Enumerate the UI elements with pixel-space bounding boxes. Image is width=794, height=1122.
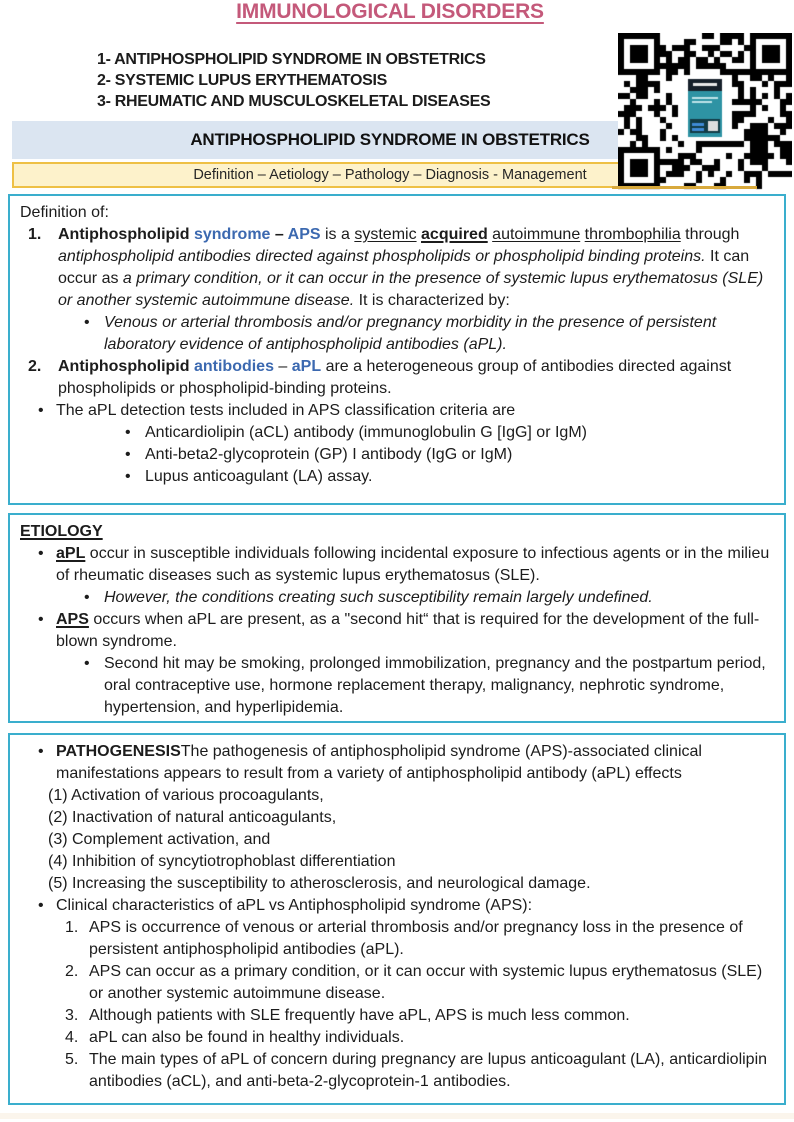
- line-text: Anticardiolipin (aCL) antibody (immunoglobulin G [IgG] or IgM): [145, 424, 587, 441]
- list-marker: 3.: [65, 1007, 79, 1024]
- list-marker: •: [38, 611, 44, 628]
- line-text: Second hit may be smoking, prolonged immobilization, pregnancy and the postpartum period, oral contraceptive use, hormone replacement therapy, malignancy, nephrotic syndrome, hypertension, and hyperlipidemia.: [104, 655, 766, 716]
- subheader-text: Definition – Aetiology – Pathology – Diagnosis - Management: [193, 167, 587, 183]
- section-header-title: ANTIPHOSPHOLIPID SYNDROME IN OBSTETRICS: [190, 130, 590, 149]
- list-marker: •: [125, 424, 131, 441]
- text-line: [20, 961, 770, 1005]
- line-text: aPL occur in susceptible individuals following incidental exposure to infectious agents or in the milieu of rheumatic diseases such as systemic lupus erythematosus (SLE).: [56, 545, 770, 584]
- list-marker: 1.: [65, 919, 79, 936]
- list-marker: 5.: [65, 1051, 79, 1068]
- line-text: PATHOGENESISThe pathogenesis of antiphospholipid syndrome (APS)-associated clinical manifestations appears to result from a variety of antiphospholipid antibody (aPL) effects: [56, 743, 702, 782]
- topic-item: [97, 91, 577, 112]
- topic-item: [97, 70, 577, 91]
- line-text: APS is occurrence of venous or arterial thrombosis and/or pregnancy loss in the presence of persistent antiphospholipid antibodies (aPL).: [89, 919, 743, 958]
- etiology-box: [8, 513, 786, 723]
- qr-code-canvas: [618, 33, 792, 190]
- pathogenesis-box: [8, 733, 786, 1105]
- text-line: [20, 422, 770, 444]
- text-line: [20, 224, 770, 312]
- list-marker: •: [84, 655, 90, 672]
- list-marker: 2.: [28, 358, 42, 375]
- text-line: [20, 785, 770, 807]
- line-text: (4) Inhibition of syncytiotrophoblast differentiation: [48, 853, 396, 870]
- text-line: [20, 543, 770, 587]
- list-marker: 2.: [65, 963, 79, 980]
- line-text: (1) Activation of various procoagulants,: [48, 787, 324, 804]
- line-text: (2) Inactivation of natural anticoagulants,: [48, 809, 337, 826]
- list-marker: •: [84, 314, 90, 331]
- definition-box: [8, 194, 786, 505]
- bottom-strip: [0, 1113, 794, 1119]
- text-line: [20, 807, 770, 829]
- line-text: (3) Complement activation, and: [48, 831, 271, 848]
- line-text: Anti-beta2-glycoprotein (GP) I antibody (IgG or IgM): [145, 446, 513, 463]
- line-text: However, the conditions creating such susceptibility remain largely undefined.: [104, 589, 653, 606]
- qr-code-icon: [618, 33, 792, 190]
- text-line: [20, 895, 770, 917]
- text-line: [20, 1005, 770, 1027]
- text-line: [20, 609, 770, 653]
- text-line: [20, 312, 770, 356]
- line-text: Antiphospholipid syndrome – APS is a systemic acquired autoimmune thrombophilia through antiphospholipid antibodies directed against phospholipids or phospholipid binding proteins. It can occur as a primary condition, or it can occur in the presence of systemic lupus erythematosus (SLE) or another systemic autoimmune disease. It is characterized by:: [58, 226, 764, 309]
- line-text: (5) Increasing the susceptibility to atherosclerosis, and neurological damage.: [48, 875, 591, 892]
- list-marker: 1.: [28, 226, 42, 243]
- text-line: [20, 466, 770, 488]
- text-line: [20, 741, 770, 785]
- list-marker: •: [38, 743, 44, 760]
- text-line: [20, 873, 770, 895]
- subheader-underline: [612, 186, 757, 189]
- text-line: [20, 653, 770, 719]
- text-line: [20, 356, 770, 400]
- text-line: [20, 202, 770, 224]
- list-marker: 4.: [65, 1029, 79, 1046]
- text-line: [20, 1027, 770, 1049]
- list-marker: •: [38, 402, 44, 419]
- line-text: Lupus anticoagulant (LA) assay.: [145, 468, 373, 485]
- line-text: Clinical characteristics of aPL vs Antiphospholipid syndrome (APS):: [56, 897, 533, 914]
- text-line: [20, 1049, 770, 1093]
- text-line: [20, 917, 770, 961]
- line-text: 1- ANTIPHOSPHOLIPID SYNDROME IN OBSTETRICS: [97, 51, 486, 68]
- line-text: aPL can also be found in healthy individuals.: [89, 1029, 405, 1046]
- topic-list: [97, 49, 577, 112]
- list-marker: •: [125, 446, 131, 463]
- text-line: [20, 444, 770, 466]
- list-marker: •: [125, 468, 131, 485]
- line-text: 3- RHEUMATIC AND MUSCULOSKELETAL DISEASES: [97, 93, 491, 110]
- line-text: APS can occur as a primary condition, or it can occur with systemic lupus erythematosus (SLE) or another systemic autoimmune disease.: [89, 963, 763, 1002]
- line-text: APS occurs when aPL are present, as a "second hit“ that is required for the development of the full-blown syndrome.: [56, 611, 760, 650]
- page-title: IMMUNOLOGICAL DISORDERS: [236, 0, 544, 23]
- line-text: Definition of:: [20, 204, 109, 221]
- line-text: ETIOLOGY: [20, 523, 103, 540]
- text-line: [20, 587, 770, 609]
- list-marker: •: [38, 897, 44, 914]
- line-text: The aPL detection tests included in APS classification criteria are: [56, 402, 516, 419]
- list-marker: •: [38, 545, 44, 562]
- text-line: [20, 829, 770, 851]
- list-marker: •: [84, 589, 90, 606]
- text-line: [20, 400, 770, 422]
- text-line: [20, 851, 770, 873]
- line-text: Venous or arterial thrombosis and/or pregnancy morbidity in the presence of persistent laboratory evidence of antiphospholipid antibodies (aPL).: [104, 314, 717, 353]
- line-text: Antiphospholipid antibodies – aPL are a heterogeneous group of antibodies directed against phospholipids or phospholipid-binding proteins.: [58, 358, 732, 397]
- topic-item: [97, 49, 577, 70]
- text-line: [20, 521, 770, 543]
- line-text: Although patients with SLE frequently have aPL, APS is much less common.: [89, 1007, 630, 1024]
- line-text: The main types of aPL of concern during pregnancy are lupus anticoagulant (LA), anticardiolipin antibodies (aCL), and anti-beta-2-glycoprotein-1 antibodies.: [89, 1051, 768, 1090]
- line-text: 2- SYSTEMIC LUPUS ERYTHEMATOSIS: [97, 72, 387, 89]
